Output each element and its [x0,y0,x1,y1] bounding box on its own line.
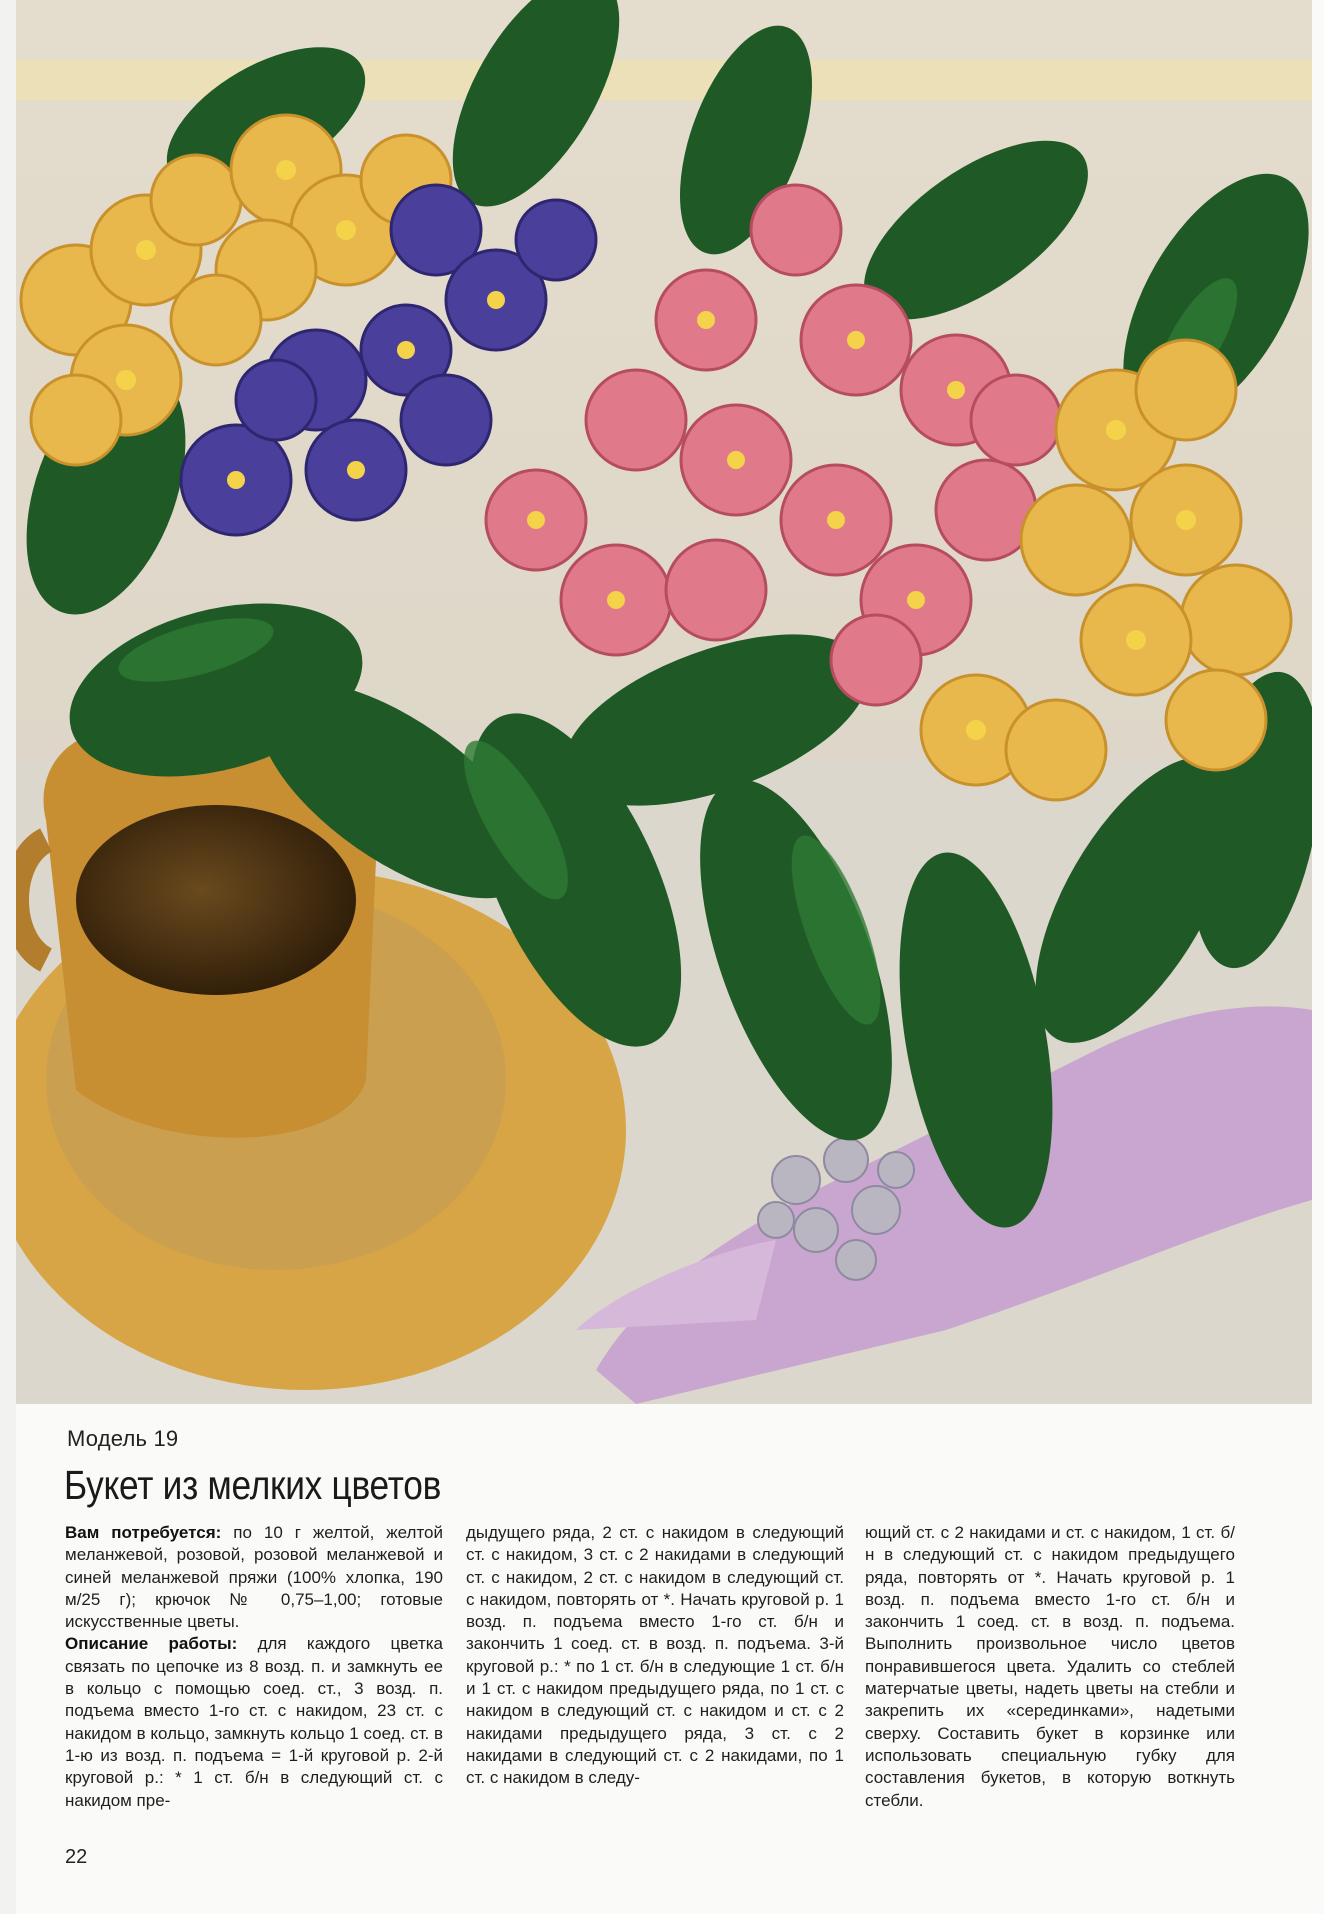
page-number: 22 [65,1846,88,1868]
column-2-text: дыдущего ряда, 2 ст. с накидом в следующий ст. с накидом, 3 ст. с 2 накидами в следующий ст. с накидом, 2 ст. с накидом в следующий ст. с накидом, повторять от *. Начать круговой р. 1 возд. п. подъема вместо 1-го ст. б/н и закончить 1 соед. ст. в возд. п. подъема. 3-й круговой р.: * по 1 ст. б/н в следующие 1 ст. б/н и 1 ст. с накидом предыдущего ряда, по 1 ст. с накидом в следующий ст. с накидом и ст. с 2 накидами предыдущего ряда, 3 ст. с 2 накидами в следующий ст. с 2 накидами, по 1 ст. с накидом в следу- [466,1523,844,1788]
page-margin [0,0,16,1914]
column-3-text: ющий ст. с 2 накидами и ст. с накидом, 1 ст. б/н в следующий ст. с накидом предыдущего ряда, повторять от *. Начать круговой р. 1 возд. п. подъема вместо 1-го ст. б/н и закончить 1 соед. ст. в возд. п. подъема. Выполнить произвольное число цветов понравившегося цвета. Удалить со стеблей матерчатые цветы, надеть цветы на стебли и закрепить их «серединками», надетыми сверху. Составить букет в корзинке или использовать специальную губку для составления букетов, в которую воткнуть стебли. [865,1523,1235,1810]
bouquet-illustration [16,0,1312,1404]
text-column-3 [865,1522,1235,1812]
work-text: для каждого цветка связать по цепочке из 8 возд. п. и замкнуть ее в кольцо с помощью соед. ст., 3 возд. п. подъема вместо 1-го ст. с накидом, 23 ст. с накидом в кольцо, замкнуть кольцо 1 соед. ст. в 1-ю из возд. п. подъема = 1-й круговой р. 2-й круговой р.: * 1 ст. б/н в следующий ст. с накидом пре- [65,1634,443,1810]
materials-text: по 10 г желтой, желтой меланжевой, розовой, розовой меланжевой и синей меланжевой пряжи (100% хлопка, 190 м/25 г); крючок № 0,75–1,00; готовые искусственные цветы. [65,1523,443,1632]
photo-crocheted-flowers [16,0,1312,1404]
model-label: Модель 19 [67,1426,179,1451]
work-paragraph [65,1633,443,1811]
page-title: Букет из мелких цветов [64,1462,442,1508]
text-column-2 [466,1522,844,1790]
work-heading: Описание работы: [65,1634,238,1654]
materials-heading: Вам потребуется: [65,1523,222,1542]
materials-paragraph [65,1522,443,1633]
tea [76,805,356,995]
text-column-1 [65,1522,443,1812]
